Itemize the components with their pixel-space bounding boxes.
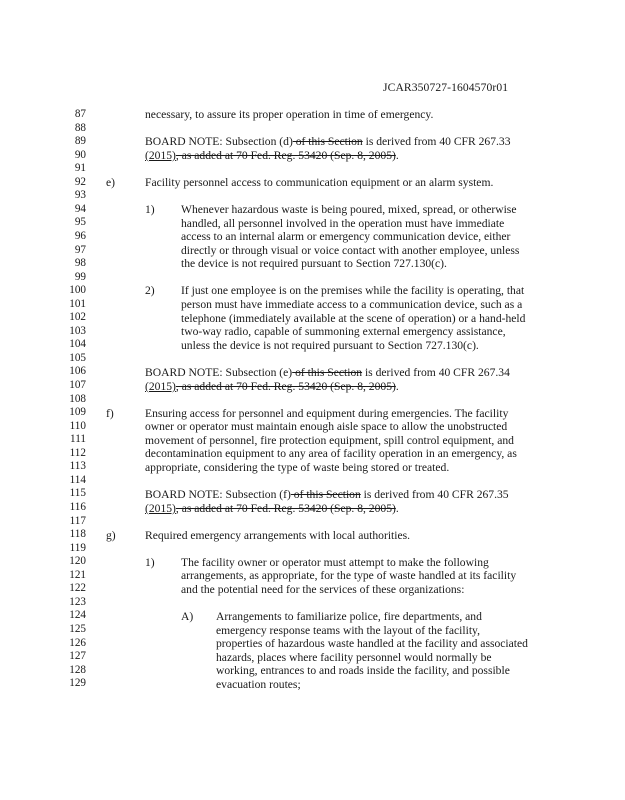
line-number: 127 [69,650,86,662]
line-number: 116 [69,501,86,513]
subsection-e-item-1-line: Whenever hazardous waste is being poured, mixed, spread, or otherwise [181,203,517,216]
line-number: 101 [69,297,86,310]
subsection-e-item-2-line: two-way radio, capable of summoning external emergency assistance, [181,325,506,338]
subsection-e-item-2-line: unless the device is not required pursuant to Section 727.130(c). [181,339,479,352]
line-number: 122 [69,582,86,595]
line-number: 93 [74,189,86,202]
subsection-g-item-A-line: evacuation routes; [216,678,301,691]
subsection-e-item-2-line: telephone (immediately available at the scene of operation) or a hand-held [181,312,526,325]
subsection-e-item-1-number: 1) [145,203,155,216]
line-number: 112 [69,446,86,459]
line-number: 97 [74,243,86,256]
line-number: 108 [69,392,86,405]
subsection-e-item-2-line: If just one employee is on the premises while the facility is operating, that [181,284,525,297]
line-number: 100 [69,284,86,297]
line-number: 125 [69,622,86,635]
line-number: 109 [69,406,86,419]
subsection-f-label: f) [106,407,114,420]
body-line-87: necessary, to assure its proper operation in time of emergency. [145,108,434,121]
line-number: 95 [74,216,86,229]
subsection-e-item-1-line: access to an internal alarm or emergency communication device, either [181,230,511,243]
line-number: 87 [74,108,86,120]
subsection-f-line: decontamination equipment to any area of facility operation in an emergency, as [145,447,517,460]
subsection-g-item-A-number: A) [181,610,194,623]
line-number: 99 [74,270,86,283]
subsection-e-item-1-line: the device is not required pursuant to Section 727.130(c). [181,257,447,270]
board-note-e-line-1: BOARD NOTE: Subsection (e) of this Section is derived from 40 CFR 267.34 [145,366,510,379]
line-number: 117 [69,514,86,527]
board-note-f-line-1: BOARD NOTE: Subsection (f) of this Section is derived from 40 CFR 267.35 [145,488,509,501]
subsection-f-line: movement of personnel, fire protection equipment, spill control equipment, and [145,434,514,447]
line-number: 124 [69,609,86,622]
line-number: 98 [74,257,86,270]
board-note-e-line-2: (2015), as added at 70 Fed. Reg. 53420 (Sep. 8, 2005). [145,380,399,393]
line-number: 111 [70,433,86,446]
board-note-f-line-2: (2015), as added at 70 Fed. Reg. 53420 (Sep. 8, 2005). [145,502,399,515]
line-number: 92 [74,175,86,188]
subsection-g-item-1-line: The facility owner or operator must attempt to make the following [181,556,489,569]
line-number: 88 [74,121,86,134]
line-number: 123 [69,595,86,608]
subsection-f-line: owner or operator must maintain enough aisle space to allow the unobstructed [145,420,508,433]
subsection-g-item-A-line: emergency response teams with the layout of the facility, [216,624,480,637]
board-note-d-line-2: (2015), as added at 70 Fed. Reg. 53420 (Sep. 8, 2005). [145,149,399,162]
subsection-g-item-A-line: working, entrances to and roads inside the facility, and possible [216,664,510,677]
subsection-e-heading: Facility personnel access to communication equipment or an alarm system. [145,176,494,189]
subsection-f-line: Ensuring access for personnel and equipment during emergencies. The facility [145,407,509,420]
subsection-g-item-A-line: hazards, places where facility personnel would normally be [216,651,492,664]
line-number: 115 [69,487,86,500]
subsection-e-item-2-line: person must have immediate access to a communication device, such as a [181,298,523,311]
document-id: JCAR350727-1604570r01 [383,81,509,94]
line-number: 105 [69,351,86,364]
subsection-e-item-1-line: handled, all personnel involved in the operation must have immediate [181,217,505,230]
subsection-g-label: g) [106,529,116,542]
line-number: 104 [69,338,86,351]
subsection-g-item-1-number: 1) [145,556,155,569]
line-number: 126 [69,636,86,649]
line-number: 90 [74,148,86,161]
line-number: 102 [69,311,86,324]
line-number: 107 [69,379,86,391]
line-number: 128 [69,663,86,676]
subsection-g-item-A-line: properties of hazardous waste handled at the facility and associated [216,637,528,650]
line-number: 96 [74,229,86,242]
line-number: 118 [69,528,86,540]
subsection-e-item-2-number: 2) [145,284,155,297]
line-number: 110 [69,419,86,432]
subsection-g-heading: Required emergency arrangements with local authorities. [145,529,411,542]
line-number: 89 [74,135,86,148]
line-number: 119 [69,541,86,554]
line-number: 91 [74,162,86,175]
subsection-e-label: e) [106,176,116,189]
subsection-g-item-A-line: Arrangements to familiarize police, fire departments, and [216,610,482,623]
subsection-g-item-1-line: and the potential need for the services of these organizations: [181,583,465,596]
line-number: 94 [74,202,86,215]
line-number: 129 [69,677,86,690]
subsection-f-line: appropriate, considering the type of waste being stored or treated. [145,461,450,474]
subsection-e-item-1-line: directly or through visual or voice contact with another employee, unless [181,244,520,257]
line-number: 121 [69,568,86,581]
line-number: 113 [69,460,86,473]
line-number: 103 [69,324,86,337]
board-note-d-line-1: BOARD NOTE: Subsection (d) of this Section is derived from 40 CFR 267.33 [145,135,511,148]
subsection-g-item-1-line: arrangements, as appropriate, for the type of waste handled at its facility [181,569,517,582]
line-number: 106 [69,365,86,378]
line-number: 120 [69,555,86,568]
line-number: 114 [69,473,86,486]
